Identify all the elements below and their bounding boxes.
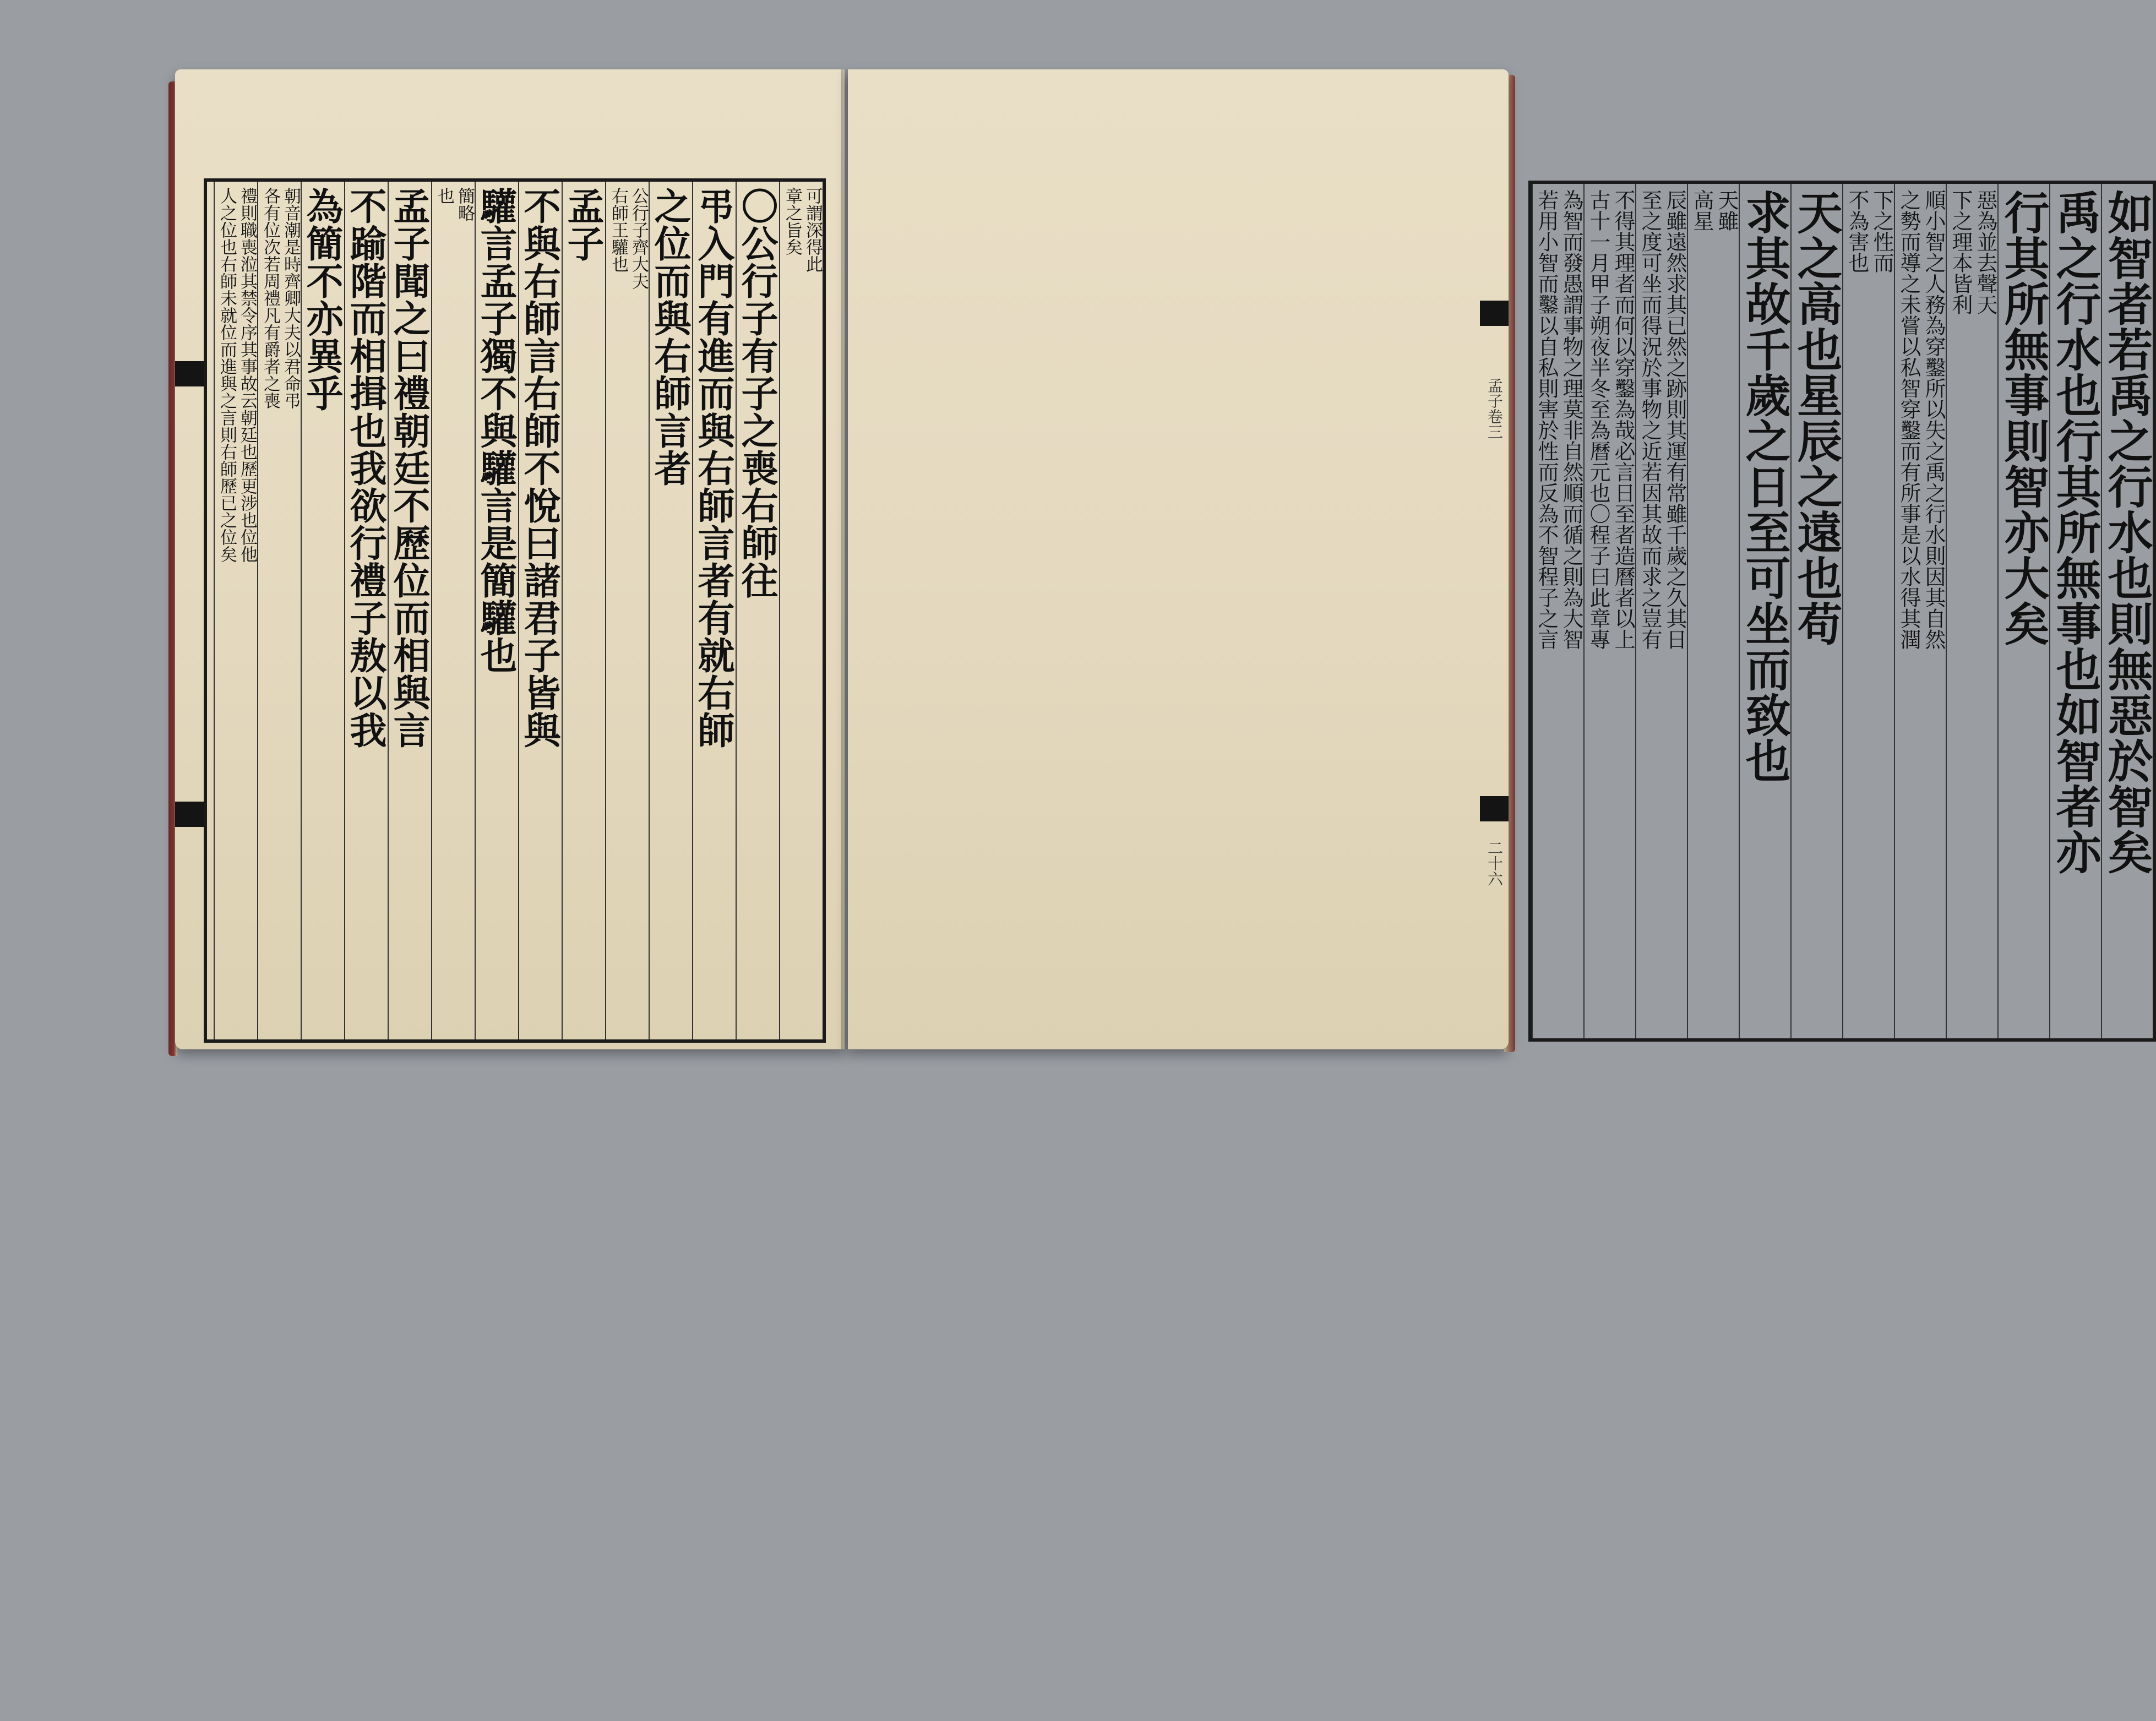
- left-text-frame: [204, 178, 826, 1043]
- left-column-13-line-1: 朝音潮是時齊卿大夫以君命弔: [281, 187, 301, 409]
- open-book: [175, 69, 2153, 1055]
- left-column-13: [257, 182, 301, 1039]
- left-column-14-line-1: 禮則職喪涖其禁令序其事故云朝廷也歷更涉也位他: [237, 187, 257, 563]
- left-page: [175, 69, 845, 1049]
- left-column-1: [779, 182, 823, 1039]
- left-column-12: 為簡不亦異乎: [301, 182, 344, 1039]
- right-column-2: 禹之行水也行其所無事也如智者亦: [2049, 184, 2101, 1038]
- right-column-12-line-2: 若用小智而鑿以自私則害於性而反為不智程子之言: [1534, 189, 1559, 650]
- left-column-4: 之位而與右師言者: [649, 182, 692, 1039]
- right-column-10-line-2: 至之度可坐而得況於事物之近若因其故而求之豈有: [1638, 189, 1662, 650]
- left-column-1-line-1: 可謂深得此: [803, 187, 823, 273]
- right-column-11: [1583, 184, 1635, 1038]
- fishtail-mark-left-top: [175, 361, 204, 386]
- right-column-4-line-1: 惡為並去聲天: [1973, 189, 1997, 315]
- right-column-6-line-1: 下之性而: [1870, 189, 1894, 273]
- left-column-8: 驩言孟子獨不與驩言是簡驩也: [475, 182, 518, 1039]
- right-column-4-line-2: 下之理本皆利: [1948, 189, 1973, 315]
- left-column-1-line-2: 章之旨矣: [782, 187, 802, 255]
- left-column-14-line-2: 人之位也右師未就位而進與之言則右師歷已之位矣: [217, 187, 237, 563]
- left-column-10: 孟子聞之曰禮朝廷不歷位而相與言: [388, 182, 431, 1039]
- right-column-5-line-1: 順小智之人務為穿鑿所以失之禹之行水則因其自然: [1921, 189, 1946, 650]
- left-column-2: 〇公行子有子之喪右師往: [736, 182, 779, 1039]
- right-column-5-line-2: 之勢而導之未嘗以私智穿鑿而有所事是以水得其潤: [1897, 189, 1921, 650]
- right-column-11-line-1: 不得其理者而何以穿鑿為哉必言日至者造曆者以上: [1611, 189, 1635, 650]
- right-column-7: 天之高也星辰之遠也苟: [1790, 184, 1842, 1038]
- page-number: 二十六: [1485, 840, 1504, 886]
- right-column-10: [1635, 184, 1687, 1038]
- right-column-12: [1532, 184, 1583, 1038]
- left-column-9: [431, 182, 475, 1039]
- left-column-14: [214, 182, 257, 1039]
- left-column-5-line-1: 公行子齊大夫: [629, 187, 649, 290]
- left-column-5: [605, 182, 649, 1039]
- left-column-7: 不與右師言右師不悅曰諸君子皆與: [518, 182, 562, 1039]
- right-column-12-line-1: 為智而發愚謂事物之理莫非自然順而循之則為大智: [1559, 189, 1583, 650]
- left-column-6: 孟子: [562, 182, 605, 1039]
- right-column-9-line-1: 天雖: [1714, 189, 1739, 231]
- right-column-1: 如智者若禹之行水也則無惡於智矣: [2101, 184, 2153, 1038]
- fishtail-mark-left-bottom: [175, 802, 204, 827]
- right-column-6: [1842, 184, 1894, 1038]
- left-column-13-line-2: 各有位次若周禮凡有爵者之喪: [260, 187, 280, 409]
- right-column-11-line-2: 古十一月甲子朔夜半冬至為曆元也〇程子曰此章專: [1586, 189, 1610, 650]
- right-text-frame: [1528, 181, 2156, 1042]
- left-column-9-line-2: 也: [434, 187, 454, 204]
- left-column-9-line-1: 簡略: [455, 187, 475, 221]
- right-column-9: [1687, 184, 1739, 1038]
- margin-label: 孟子卷三: [1485, 378, 1504, 439]
- left-column-3: 弔入門有進而與右師言者有就右師: [692, 182, 736, 1039]
- right-column-9-line-2: 高星: [1690, 189, 1714, 231]
- fishtail-mark-right-top: [1480, 301, 1509, 326]
- right-column-8: 求其故千歲之日至可坐而致也: [1739, 184, 1790, 1038]
- right-page: [848, 69, 2153, 1049]
- left-column-5-line-2: 右師王驩也: [608, 187, 628, 273]
- right-column-5: [1894, 184, 1946, 1038]
- right-column-6-line-2: 不為害也: [1845, 189, 1869, 273]
- left-column-11: 不踰階而相揖也我欲行禮子敖以我: [344, 182, 388, 1039]
- right-column-10-line-1: 辰雖遠然求其已然之跡則其運有常雖千歲之久其日: [1663, 189, 1687, 650]
- right-column-4: [1946, 184, 1997, 1038]
- right-column-3: 行其所無事則智亦大矣: [1997, 184, 2049, 1038]
